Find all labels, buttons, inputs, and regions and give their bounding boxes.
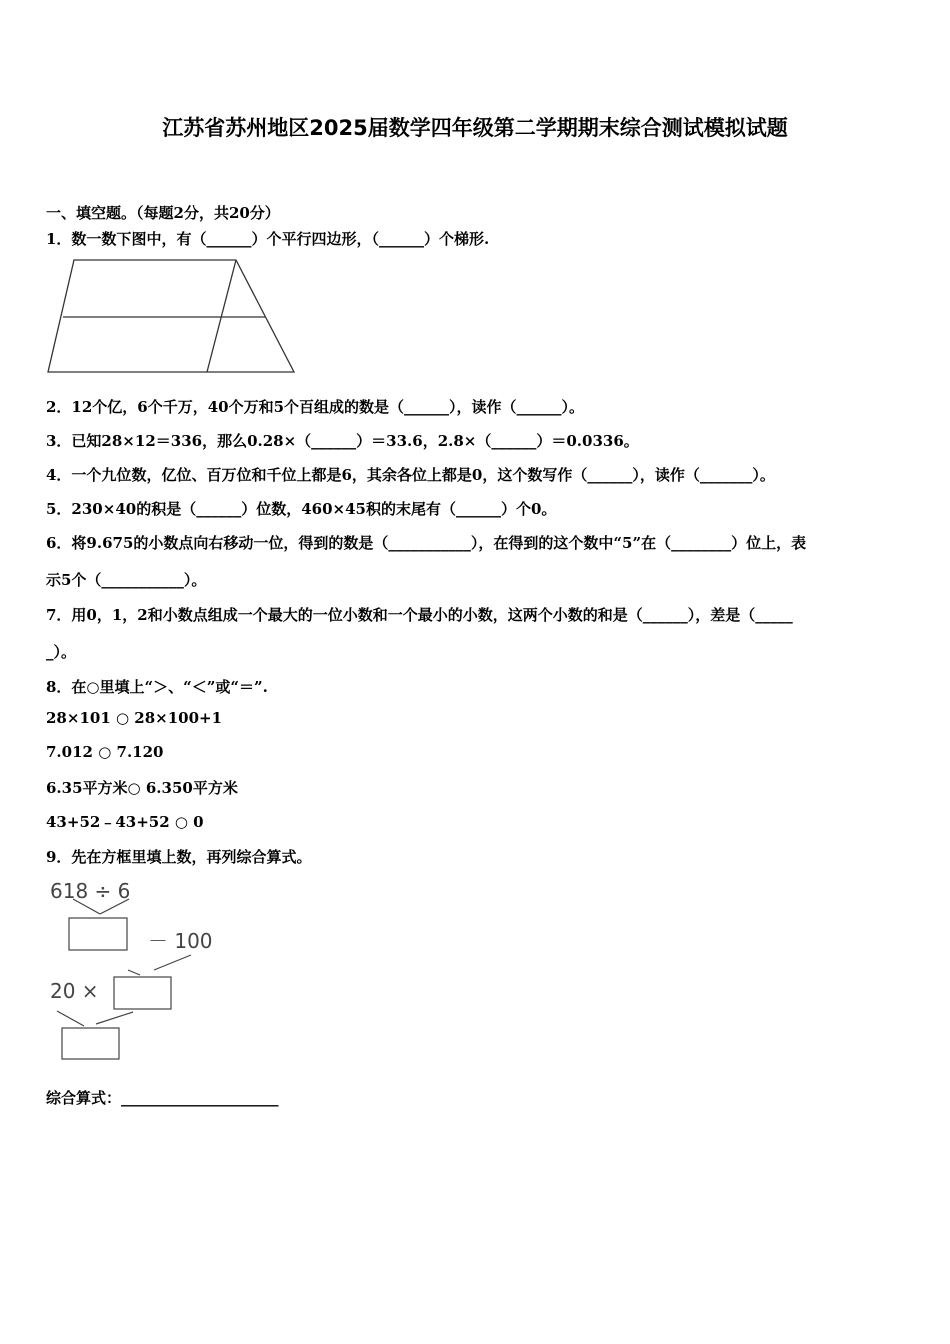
section-heading: 一、填空题。（每题2分，共20分） (46, 204, 280, 222)
question-7-line-2: _）。 (46, 643, 77, 661)
question-8: 8．在○里填上“＞、“＜”或“＝”. (46, 678, 268, 696)
question-4: 4．一个九位数，亿位、百万位和千位上都是6，其余各位上都是0，这个数写作（______），读作（_______）。 (46, 466, 775, 484)
answer-box-3 (62, 1028, 119, 1059)
compare-item: 7.012 ○ 7.120 (46, 743, 164, 761)
question-6-line-2: 示5个（___________）。 (46, 571, 207, 589)
calculation-tree-figure (44, 872, 234, 1064)
question-3: 3．已知28×12＝336，那么0.28×（______）＝33.6，2.8×（______）＝0.0336。 (46, 432, 639, 450)
question-1: 1．数一数下图中，有（______）个平行四边形，（______）个梯形. (46, 230, 490, 248)
answer-box-1 (69, 918, 127, 950)
answer-box-2 (114, 977, 171, 1009)
question-2: 2．12个亿，6个千万，40个万和5个百组成的数是（______），读作（______）。 (46, 398, 585, 416)
top-expression: 618 ÷ 6 (50, 879, 131, 903)
trapezoid-figure (46, 258, 296, 374)
compare-item: 28×101 ○ 28×100+1 (46, 709, 223, 727)
page-title: 江苏省苏州地区2025届数学四年级第二学期期末综合测试模拟试题 (162, 116, 788, 140)
compare-item: 43+52﹣43+52 ○ 0 (46, 813, 204, 831)
subtract-operation: － 100 (148, 929, 213, 953)
multiply-operation: 20 × (50, 979, 99, 1003)
question-5: 5．230×40的积是（______）位数，460×45积的末尾有（______）个0。 (46, 500, 557, 518)
question-7-line-1: 7．用0，1，2和小数点组成一个最大的一位小数和一个最小的小数，这两个小数的和是（______），差是（_____ (46, 606, 793, 624)
compare-item: 6.35平方米○ 6.350平方米 (46, 779, 238, 797)
question-9: 9．先在方框里填上数，再列综合算式。 (46, 848, 312, 866)
question-6-line-1: 6．将9.675的小数点向右移动一位，得到的数是（___________），在得到的这个数中“5”在（________）位上，表 (46, 534, 807, 552)
formula-answer-line: 综合算式：_____________________ (46, 1089, 279, 1107)
